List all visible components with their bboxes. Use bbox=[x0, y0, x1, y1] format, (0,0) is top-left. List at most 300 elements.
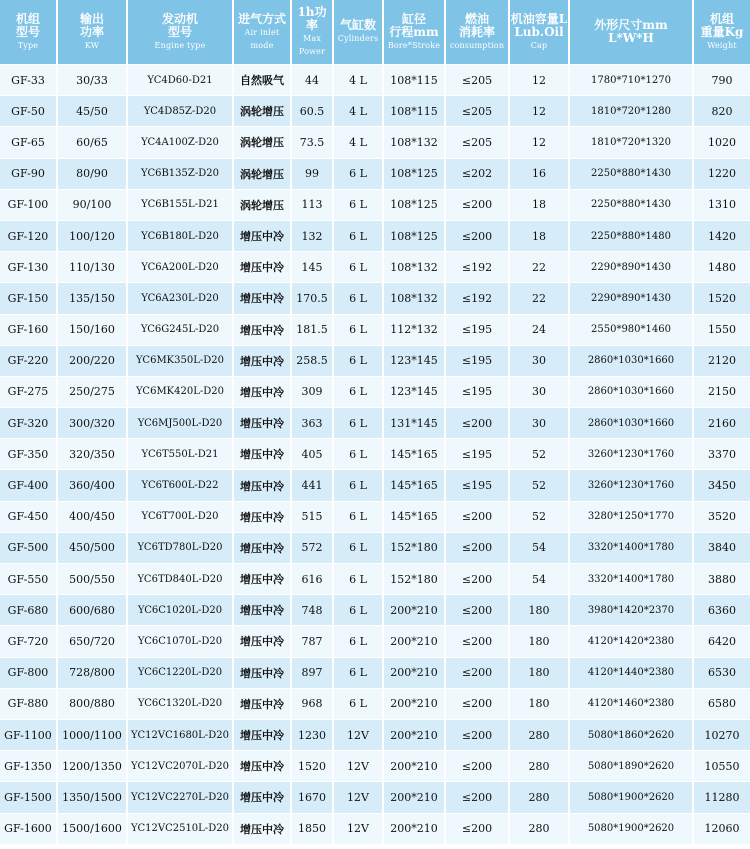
cell-weight: 12060 bbox=[694, 813, 750, 844]
cell-fuel-consumption: ≤200 bbox=[446, 813, 510, 844]
cell-lub-oil-cap: 280 bbox=[510, 813, 570, 844]
table-row bbox=[0, 220, 750, 251]
cell-lub-oil-cap: 280 bbox=[510, 781, 570, 812]
cell-weight: 6360 bbox=[694, 594, 750, 625]
cell-max-power: 60.5 bbox=[292, 95, 334, 126]
cell-air-inlet-mode: 增压中冷 bbox=[234, 345, 292, 376]
table-row bbox=[0, 345, 750, 376]
table-row bbox=[0, 813, 750, 844]
cell-dimensions: 2250*880*1480 bbox=[570, 220, 694, 251]
cell-engine-type: YC6TD840L-D20 bbox=[128, 563, 234, 594]
cell-dimensions: 5080*1900*2620 bbox=[570, 813, 694, 844]
cell-air-inlet-mode: 增压中冷 bbox=[234, 594, 292, 625]
cell-lub-oil-cap: 52 bbox=[510, 469, 570, 500]
table-row bbox=[0, 158, 750, 189]
cell-engine-type: YC12VC1680L-D20 bbox=[128, 719, 234, 750]
cell-max-power: 515 bbox=[292, 501, 334, 532]
cell-output-power: 320/350 bbox=[58, 438, 128, 469]
cell-lub-oil-cap: 30 bbox=[510, 407, 570, 438]
cell-max-power: 99 bbox=[292, 158, 334, 189]
cell-dimensions: 2290*890*1430 bbox=[570, 282, 694, 313]
cell-fuel-consumption: ≤192 bbox=[446, 282, 510, 313]
header-fuel-consumption bbox=[446, 0, 510, 64]
cell-dimensions: 2860*1030*1660 bbox=[570, 345, 694, 376]
cell-lub-oil-cap: 18 bbox=[510, 220, 570, 251]
cell-output-power: 200/220 bbox=[58, 345, 128, 376]
cell-weight: 1310 bbox=[694, 189, 750, 220]
cell-lub-oil-cap: 12 bbox=[510, 95, 570, 126]
cell-output-power: 360/400 bbox=[58, 469, 128, 500]
cell-air-inlet-mode: 涡轮增压 bbox=[234, 189, 292, 220]
cell-bore-stroke: 200*210 bbox=[384, 750, 446, 781]
cell-engine-type: YC4D60-D21 bbox=[128, 64, 234, 95]
header-max-power-zh1: 1h功率 bbox=[297, 5, 327, 32]
cell-bore-stroke: 108*115 bbox=[384, 64, 446, 95]
cell-type: GF-800 bbox=[0, 657, 58, 688]
cell-output-power: 450/500 bbox=[58, 532, 128, 563]
table-row bbox=[0, 657, 750, 688]
cell-lub-oil-cap: 22 bbox=[510, 251, 570, 282]
cell-lub-oil-cap: 280 bbox=[510, 750, 570, 781]
cell-dimensions: 3320*1400*1780 bbox=[570, 532, 694, 563]
cell-lub-oil-cap: 54 bbox=[510, 532, 570, 563]
cell-cylinders: 6 L bbox=[334, 532, 384, 563]
table-row bbox=[0, 469, 750, 500]
cell-air-inlet-mode: 增压中冷 bbox=[234, 813, 292, 844]
cell-dimensions: 2550*980*1460 bbox=[570, 314, 694, 345]
cell-output-power: 728/800 bbox=[58, 657, 128, 688]
header-dimensions-zh1: 外形尺寸mm bbox=[594, 18, 668, 32]
cell-lub-oil-cap: 180 bbox=[510, 625, 570, 656]
cell-bore-stroke: 112*132 bbox=[384, 314, 446, 345]
header-fuel-consumption-zh2: 消耗率 bbox=[458, 24, 495, 39]
cell-bore-stroke: 200*210 bbox=[384, 813, 446, 844]
cell-air-inlet-mode: 涡轮增压 bbox=[234, 158, 292, 189]
cell-engine-type: YC12VC2070L-D20 bbox=[128, 750, 234, 781]
cell-cylinders: 6 L bbox=[334, 282, 384, 313]
table-body bbox=[0, 64, 750, 844]
header-output-power bbox=[58, 0, 128, 64]
cell-weight: 6580 bbox=[694, 688, 750, 719]
cell-air-inlet-mode: 增压中冷 bbox=[234, 376, 292, 407]
cell-weight: 1550 bbox=[694, 314, 750, 345]
cell-bore-stroke: 123*145 bbox=[384, 376, 446, 407]
cell-type: GF-220 bbox=[0, 345, 58, 376]
cell-type: GF-275 bbox=[0, 376, 58, 407]
cell-cylinders: 6 L bbox=[334, 345, 384, 376]
cell-bore-stroke: 200*210 bbox=[384, 625, 446, 656]
cell-type: GF-680 bbox=[0, 594, 58, 625]
cell-type: GF-550 bbox=[0, 563, 58, 594]
header-fuel-consumption-en: consumption bbox=[449, 40, 505, 50]
cell-max-power: 405 bbox=[292, 438, 334, 469]
header-output-power-en: KW bbox=[84, 40, 100, 50]
cell-dimensions: 1810*720*1280 bbox=[570, 95, 694, 126]
cell-output-power: 110/130 bbox=[58, 251, 128, 282]
cell-cylinders: 6 L bbox=[334, 625, 384, 656]
cell-cylinders: 6 L bbox=[334, 376, 384, 407]
cell-dimensions: 1810*720*1320 bbox=[570, 126, 694, 157]
header-bore-stroke-zh1: 缸径 bbox=[401, 11, 426, 26]
cell-weight: 820 bbox=[694, 95, 750, 126]
cell-weight: 1020 bbox=[694, 126, 750, 157]
cell-type: GF-880 bbox=[0, 688, 58, 719]
table-row bbox=[0, 781, 750, 812]
cell-weight: 10550 bbox=[694, 750, 750, 781]
cell-bore-stroke: 200*210 bbox=[384, 719, 446, 750]
header-max-power-zh2: Max bbox=[302, 34, 322, 43]
cell-weight: 1220 bbox=[694, 158, 750, 189]
cell-weight: 1420 bbox=[694, 220, 750, 251]
cell-bore-stroke: 200*210 bbox=[384, 688, 446, 719]
header-air-inlet-mode bbox=[234, 0, 292, 64]
cell-air-inlet-mode: 增压中冷 bbox=[234, 314, 292, 345]
table-row bbox=[0, 501, 750, 532]
cell-output-power: 90/100 bbox=[58, 189, 128, 220]
cell-dimensions: 2860*1030*1660 bbox=[570, 407, 694, 438]
cell-max-power: 44 bbox=[292, 64, 334, 95]
cell-engine-type: YC6MK420L-D20 bbox=[128, 376, 234, 407]
cell-type: GF-450 bbox=[0, 501, 58, 532]
header-max-power-en: Power bbox=[298, 47, 326, 56]
cell-air-inlet-mode: 增压中冷 bbox=[234, 532, 292, 563]
cell-weight: 3450 bbox=[694, 469, 750, 500]
cell-lub-oil-cap: 22 bbox=[510, 282, 570, 313]
cell-output-power: 1500/1600 bbox=[58, 813, 128, 844]
cell-max-power: 1850 bbox=[292, 813, 334, 844]
header-engine-type bbox=[128, 0, 234, 64]
cell-max-power: 170.5 bbox=[292, 282, 334, 313]
cell-dimensions: 4120*1460*2380 bbox=[570, 688, 694, 719]
cell-engine-type: YC6B180L-D20 bbox=[128, 220, 234, 251]
header-type-zh1: 机组 bbox=[15, 11, 40, 26]
cell-cylinders: 4 L bbox=[334, 95, 384, 126]
cell-max-power: 1230 bbox=[292, 719, 334, 750]
cell-cylinders: 6 L bbox=[334, 563, 384, 594]
cell-fuel-consumption: ≤205 bbox=[446, 126, 510, 157]
header-dimensions bbox=[570, 0, 694, 64]
cell-fuel-consumption: ≤200 bbox=[446, 750, 510, 781]
cell-cylinders: 6 L bbox=[334, 189, 384, 220]
header-air-inlet-mode-zh2: Air inlet bbox=[244, 27, 280, 37]
cell-type: GF-100 bbox=[0, 189, 58, 220]
cell-engine-type: YC6T700L-D20 bbox=[128, 501, 234, 532]
cell-engine-type: YC6A200L-D20 bbox=[128, 251, 234, 282]
cell-max-power: 113 bbox=[292, 189, 334, 220]
cell-max-power: 787 bbox=[292, 625, 334, 656]
table-row bbox=[0, 95, 750, 126]
cell-bore-stroke: 108*125 bbox=[384, 158, 446, 189]
cell-type: GF-350 bbox=[0, 438, 58, 469]
cell-dimensions: 5080*1890*2620 bbox=[570, 750, 694, 781]
cell-max-power: 258.5 bbox=[292, 345, 334, 376]
cell-weight: 6530 bbox=[694, 657, 750, 688]
cell-air-inlet-mode: 增压中冷 bbox=[234, 688, 292, 719]
cell-cylinders: 4 L bbox=[334, 126, 384, 157]
cell-cylinders: 6 L bbox=[334, 594, 384, 625]
cell-weight: 2120 bbox=[694, 345, 750, 376]
cell-dimensions: 3320*1400*1780 bbox=[570, 563, 694, 594]
header-output-power-zh1: 输出 bbox=[79, 11, 104, 26]
cell-dimensions: 2290*890*1430 bbox=[570, 251, 694, 282]
table-row bbox=[0, 563, 750, 594]
table-row bbox=[0, 314, 750, 345]
cell-dimensions: 3260*1230*1760 bbox=[570, 469, 694, 500]
cell-dimensions: 5080*1860*2620 bbox=[570, 719, 694, 750]
header-fuel-consumption-zh1: 燃油 bbox=[464, 11, 489, 26]
cell-air-inlet-mode: 增压中冷 bbox=[234, 719, 292, 750]
cell-dimensions: 4120*1420*2380 bbox=[570, 625, 694, 656]
cell-dimensions: 3280*1250*1770 bbox=[570, 501, 694, 532]
header-air-inlet-mode-zh1: 进气方式 bbox=[237, 11, 286, 26]
cell-output-power: 650/720 bbox=[58, 625, 128, 656]
table-row bbox=[0, 126, 750, 157]
cell-weight: 3880 bbox=[694, 563, 750, 594]
table-row bbox=[0, 688, 750, 719]
cell-max-power: 1670 bbox=[292, 781, 334, 812]
cell-fuel-consumption: ≤192 bbox=[446, 251, 510, 282]
header-engine-type-zh2: 型号 bbox=[167, 24, 192, 39]
cell-fuel-consumption: ≤200 bbox=[446, 625, 510, 656]
cell-weight: 2160 bbox=[694, 407, 750, 438]
cell-lub-oil-cap: 12 bbox=[510, 64, 570, 95]
cell-cylinders: 4 L bbox=[334, 64, 384, 95]
cell-engine-type: YC4A100Z-D20 bbox=[128, 126, 234, 157]
cell-bore-stroke: 200*210 bbox=[384, 781, 446, 812]
cell-engine-type: YC6T550L-D21 bbox=[128, 438, 234, 469]
cell-fuel-consumption: ≤200 bbox=[446, 407, 510, 438]
table-row bbox=[0, 719, 750, 750]
table-row bbox=[0, 750, 750, 781]
cell-engine-type: YC6C1220L-D20 bbox=[128, 657, 234, 688]
cell-bore-stroke: 145*165 bbox=[384, 438, 446, 469]
cell-dimensions: 2250*880*1430 bbox=[570, 189, 694, 220]
cell-air-inlet-mode: 增压中冷 bbox=[234, 438, 292, 469]
cell-type: GF-33 bbox=[0, 64, 58, 95]
cell-air-inlet-mode: 增压中冷 bbox=[234, 220, 292, 251]
header-lub-oil-cap-zh2: Lub.Oil bbox=[514, 24, 564, 39]
cell-air-inlet-mode: 增压中冷 bbox=[234, 750, 292, 781]
cell-air-inlet-mode: 涡轮增压 bbox=[234, 95, 292, 126]
cell-lub-oil-cap: 54 bbox=[510, 563, 570, 594]
cell-fuel-consumption: ≤195 bbox=[446, 438, 510, 469]
cell-bore-stroke: 108*125 bbox=[384, 220, 446, 251]
table-row bbox=[0, 532, 750, 563]
cell-engine-type: YC4D85Z-D20 bbox=[128, 95, 234, 126]
table-row bbox=[0, 594, 750, 625]
cell-cylinders: 12V bbox=[334, 719, 384, 750]
cell-fuel-consumption: ≤200 bbox=[446, 220, 510, 251]
cell-fuel-consumption: ≤200 bbox=[446, 501, 510, 532]
cell-output-power: 80/90 bbox=[58, 158, 128, 189]
cell-max-power: 572 bbox=[292, 532, 334, 563]
cell-dimensions: 5080*1900*2620 bbox=[570, 781, 694, 812]
header-weight bbox=[694, 0, 750, 64]
cell-fuel-consumption: ≤195 bbox=[446, 345, 510, 376]
header-engine-type-en: Engine type bbox=[154, 40, 206, 50]
cell-type: GF-50 bbox=[0, 95, 58, 126]
cell-air-inlet-mode: 增压中冷 bbox=[234, 625, 292, 656]
cell-cylinders: 6 L bbox=[334, 251, 384, 282]
cell-engine-type: YC6T600L-D22 bbox=[128, 469, 234, 500]
cell-output-power: 600/680 bbox=[58, 594, 128, 625]
cell-bore-stroke: 200*210 bbox=[384, 594, 446, 625]
cell-air-inlet-mode: 增压中冷 bbox=[234, 469, 292, 500]
cell-max-power: 1520 bbox=[292, 750, 334, 781]
cell-max-power: 132 bbox=[292, 220, 334, 251]
cell-engine-type: YC6MJ500L-D20 bbox=[128, 407, 234, 438]
table-row bbox=[0, 189, 750, 220]
cell-engine-type: YC6C1320L-D20 bbox=[128, 688, 234, 719]
cell-engine-type: YC6TD780L-D20 bbox=[128, 532, 234, 563]
cell-cylinders: 6 L bbox=[334, 688, 384, 719]
cell-output-power: 250/275 bbox=[58, 376, 128, 407]
header-air-inlet-mode-en: mode bbox=[250, 40, 274, 50]
cell-lub-oil-cap: 180 bbox=[510, 688, 570, 719]
header-weight-zh2: 重量Kg bbox=[700, 24, 744, 39]
cell-lub-oil-cap: 180 bbox=[510, 594, 570, 625]
cell-dimensions: 2250*880*1430 bbox=[570, 158, 694, 189]
cell-max-power: 897 bbox=[292, 657, 334, 688]
cell-output-power: 100/120 bbox=[58, 220, 128, 251]
cell-output-power: 45/50 bbox=[58, 95, 128, 126]
cell-cylinders: 6 L bbox=[334, 657, 384, 688]
cell-lub-oil-cap: 30 bbox=[510, 376, 570, 407]
cell-fuel-consumption: ≤200 bbox=[446, 657, 510, 688]
cell-fuel-consumption: ≤200 bbox=[446, 563, 510, 594]
cell-cylinders: 6 L bbox=[334, 407, 384, 438]
cell-engine-type: YC6B155L-D21 bbox=[128, 189, 234, 220]
table-row bbox=[0, 64, 750, 95]
cell-cylinders: 12V bbox=[334, 813, 384, 844]
table-row bbox=[0, 282, 750, 313]
cell-type: GF-400 bbox=[0, 469, 58, 500]
cell-fuel-consumption: ≤195 bbox=[446, 469, 510, 500]
header-weight-en: Weight bbox=[707, 40, 737, 50]
header-bore-stroke-en: Bore*Stroke bbox=[387, 40, 441, 50]
cell-fuel-consumption: ≤202 bbox=[446, 158, 510, 189]
cell-output-power: 60/65 bbox=[58, 126, 128, 157]
cell-dimensions: 3980*1420*2370 bbox=[570, 594, 694, 625]
header-cylinders-zh1: 气缸数 bbox=[339, 18, 376, 32]
cell-bore-stroke: 145*165 bbox=[384, 469, 446, 500]
cell-air-inlet-mode: 自然吸气 bbox=[234, 64, 292, 95]
cell-cylinders: 6 L bbox=[334, 314, 384, 345]
table-row bbox=[0, 376, 750, 407]
cell-type: GF-1600 bbox=[0, 813, 58, 844]
cell-dimensions: 1780*710*1270 bbox=[570, 64, 694, 95]
cell-engine-type: YC6B135Z-D20 bbox=[128, 158, 234, 189]
header-lub-oil-cap bbox=[510, 0, 570, 64]
cell-air-inlet-mode: 增压中冷 bbox=[234, 657, 292, 688]
cell-air-inlet-mode: 增压中冷 bbox=[234, 781, 292, 812]
cell-type: GF-500 bbox=[0, 532, 58, 563]
cell-dimensions: 2860*1030*1660 bbox=[570, 376, 694, 407]
cell-output-power: 1200/1350 bbox=[58, 750, 128, 781]
header-cylinders bbox=[334, 0, 384, 64]
cell-max-power: 181.5 bbox=[292, 314, 334, 345]
cell-cylinders: 6 L bbox=[334, 438, 384, 469]
cell-weight: 1520 bbox=[694, 282, 750, 313]
cell-dimensions: 3260*1230*1760 bbox=[570, 438, 694, 469]
cell-cylinders: 6 L bbox=[334, 220, 384, 251]
cell-output-power: 800/880 bbox=[58, 688, 128, 719]
table-row bbox=[0, 438, 750, 469]
cell-fuel-consumption: ≤200 bbox=[446, 189, 510, 220]
header-dimensions-zh2: L*W*H bbox=[608, 31, 654, 45]
cell-output-power: 300/320 bbox=[58, 407, 128, 438]
cell-output-power: 30/33 bbox=[58, 64, 128, 95]
cell-lub-oil-cap: 52 bbox=[510, 501, 570, 532]
cell-weight: 2150 bbox=[694, 376, 750, 407]
cell-lub-oil-cap: 180 bbox=[510, 657, 570, 688]
cell-engine-type: YC6G245L-D20 bbox=[128, 314, 234, 345]
cell-air-inlet-mode: 涡轮增压 bbox=[234, 126, 292, 157]
cell-fuel-consumption: ≤200 bbox=[446, 532, 510, 563]
cell-fuel-consumption: ≤200 bbox=[446, 781, 510, 812]
cell-max-power: 748 bbox=[292, 594, 334, 625]
cell-type: GF-90 bbox=[0, 158, 58, 189]
cell-output-power: 150/160 bbox=[58, 314, 128, 345]
cell-bore-stroke: 108*132 bbox=[384, 282, 446, 313]
cell-bore-stroke: 152*180 bbox=[384, 532, 446, 563]
cell-air-inlet-mode: 增压中冷 bbox=[234, 407, 292, 438]
header-bore-stroke-zh2: 行程mm bbox=[389, 24, 439, 39]
header-type-en: Type bbox=[17, 40, 39, 50]
cell-air-inlet-mode: 增压中冷 bbox=[234, 563, 292, 594]
cell-type: GF-720 bbox=[0, 625, 58, 656]
cell-fuel-consumption: ≤200 bbox=[446, 719, 510, 750]
cell-lub-oil-cap: 52 bbox=[510, 438, 570, 469]
cell-cylinders: 12V bbox=[334, 750, 384, 781]
cell-cylinders: 6 L bbox=[334, 469, 384, 500]
cell-dimensions: 4120*1440*2380 bbox=[570, 657, 694, 688]
header-type-zh2: 型号 bbox=[15, 24, 40, 39]
cell-bore-stroke: 200*210 bbox=[384, 657, 446, 688]
cell-output-power: 1350/1500 bbox=[58, 781, 128, 812]
cell-output-power: 500/550 bbox=[58, 563, 128, 594]
cell-type: GF-1100 bbox=[0, 719, 58, 750]
cell-air-inlet-mode: 增压中冷 bbox=[234, 501, 292, 532]
cell-max-power: 363 bbox=[292, 407, 334, 438]
cell-fuel-consumption: ≤205 bbox=[446, 95, 510, 126]
cell-weight: 3840 bbox=[694, 532, 750, 563]
cell-fuel-consumption: ≤200 bbox=[446, 688, 510, 719]
header-max-power bbox=[292, 0, 334, 64]
header-engine-type-zh1: 发动机 bbox=[161, 11, 198, 26]
cell-max-power: 309 bbox=[292, 376, 334, 407]
cell-air-inlet-mode: 增压中冷 bbox=[234, 251, 292, 282]
header-lub-oil-cap-zh1: 机油容量L bbox=[510, 11, 568, 26]
cell-bore-stroke: 108*115 bbox=[384, 95, 446, 126]
cell-lub-oil-cap: 16 bbox=[510, 158, 570, 189]
header-type bbox=[0, 0, 58, 64]
cell-weight: 6420 bbox=[694, 625, 750, 656]
cell-cylinders: 6 L bbox=[334, 158, 384, 189]
table-row bbox=[0, 251, 750, 282]
header-row bbox=[0, 0, 750, 64]
cell-max-power: 145 bbox=[292, 251, 334, 282]
cell-engine-type: YC12VC2510L-D20 bbox=[128, 813, 234, 844]
cell-air-inlet-mode: 增压中冷 bbox=[234, 282, 292, 313]
cell-weight: 3370 bbox=[694, 438, 750, 469]
header-cylinders-en: Cylinders bbox=[337, 34, 379, 43]
cell-type: GF-160 bbox=[0, 314, 58, 345]
cell-engine-type: YC6C1070L-D20 bbox=[128, 625, 234, 656]
cell-weight: 10270 bbox=[694, 719, 750, 750]
cell-bore-stroke: 108*125 bbox=[384, 189, 446, 220]
cell-type: GF-130 bbox=[0, 251, 58, 282]
